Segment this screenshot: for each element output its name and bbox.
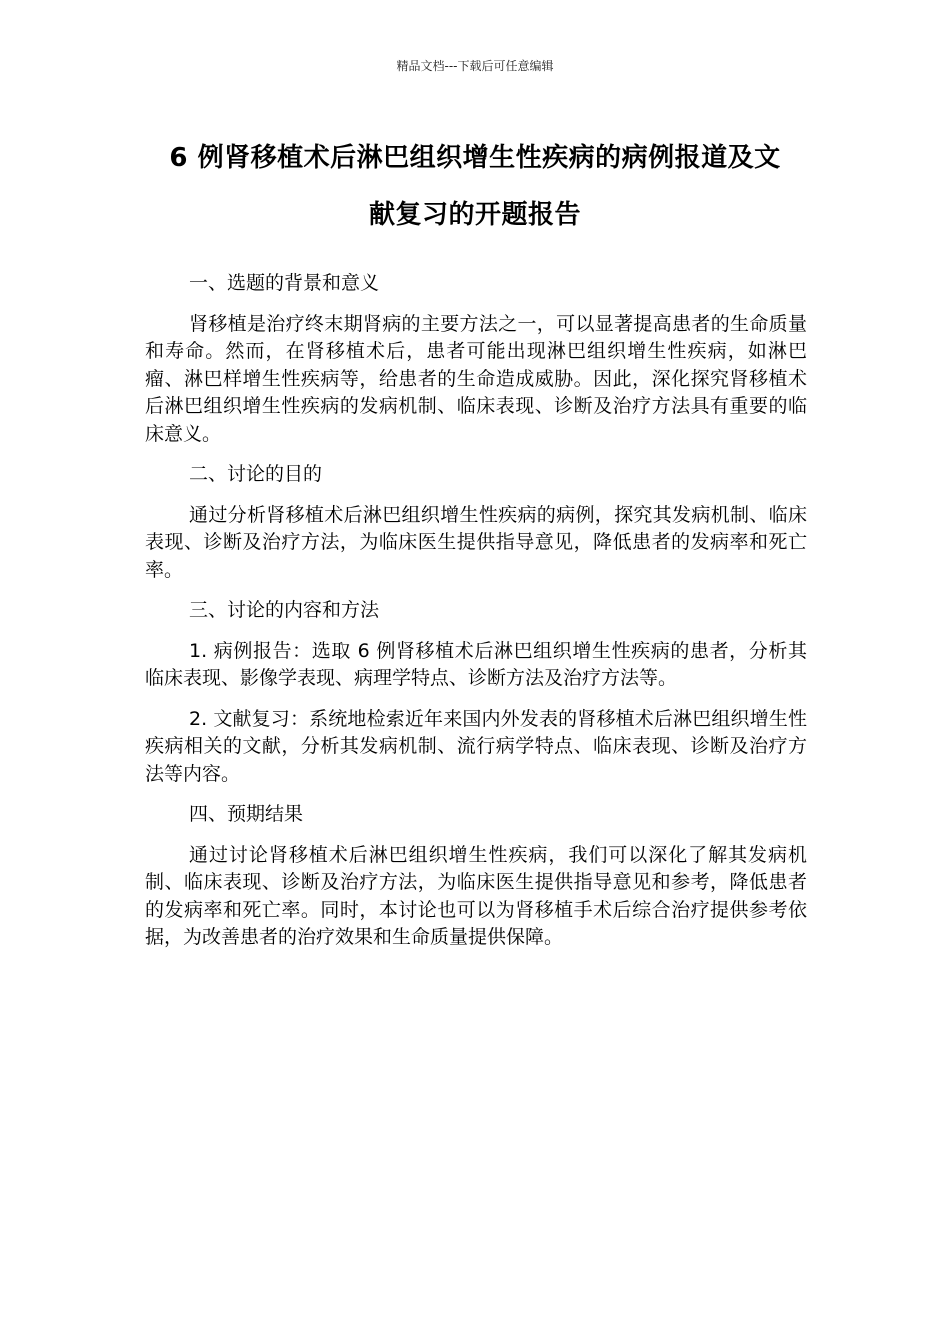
paragraph-literature-review: 2. 文献复习：系统地检索近年来国内外发表的肾移植术后淋巴组织增生性疾病相关的文献，分析其发病机制、流行病学特点、临床表现、诊断及治疗方法等内容。 — [145, 707, 807, 785]
paragraph-purpose: 通过分析肾移植术后淋巴组织增生性疾病的病例，探究其发病机制、临床表现、诊断及治疗方法，为临床医生提供指导意见，降低患者的发病率和死亡率。 — [145, 503, 807, 581]
paragraph-background: 肾移植是治疗终末期肾病的主要方法之一，可以显著提高患者的生命质量和寿命。然而，在肾移植术后，患者可能出现淋巴组织增生性疾病，如淋巴瘤、淋巴样增生性疾病等，给患者的生命造成威胁。因此，深化探究肾移植术后淋巴组织增生性疾病的发病机制、临床表现、诊断及治疗方法具有重要的临床意义。 — [145, 312, 807, 445]
document-title — [140, 130, 810, 244]
header-note: 精品文档---下载后可任意编辑 — [396, 59, 554, 73]
section-heading-content-methods: 三、讨论的内容和方法 — [189, 599, 380, 621]
paragraph-case-report: 1. 病例报告：选取 6 例肾移植术后淋巴组织增生性疾病的患者，分析其临床表现、影像学表现、病理学特点、诊断方法及治疗方法等。 — [145, 639, 807, 689]
paragraph-expected-results: 通过讨论肾移植术后淋巴组织增生性疾病，我们可以深化了解其发病机制、临床表现、诊断及治疗方法，为临床医生提供指导意见和参考，降低患者的发病率和死亡率。同时，本讨论也可以为肾移植手术后综合治疗提供参考依据，为改善患者的治疗效果和生命质量提供保障。 — [145, 843, 807, 948]
section-heading-expected-results: 四、预期结果 — [189, 803, 304, 825]
section-heading-purpose: 二、讨论的目的 — [189, 463, 323, 485]
document-title-line-2: 献复习的开题报告 — [368, 200, 581, 230]
document-body — [145, 270, 807, 965]
document-title-line-1: 6 例肾移植术后淋巴组织增生性疾病的病例报道及文 — [169, 143, 781, 173]
section-heading-background: 一、选题的背景和意义 — [189, 272, 380, 294]
